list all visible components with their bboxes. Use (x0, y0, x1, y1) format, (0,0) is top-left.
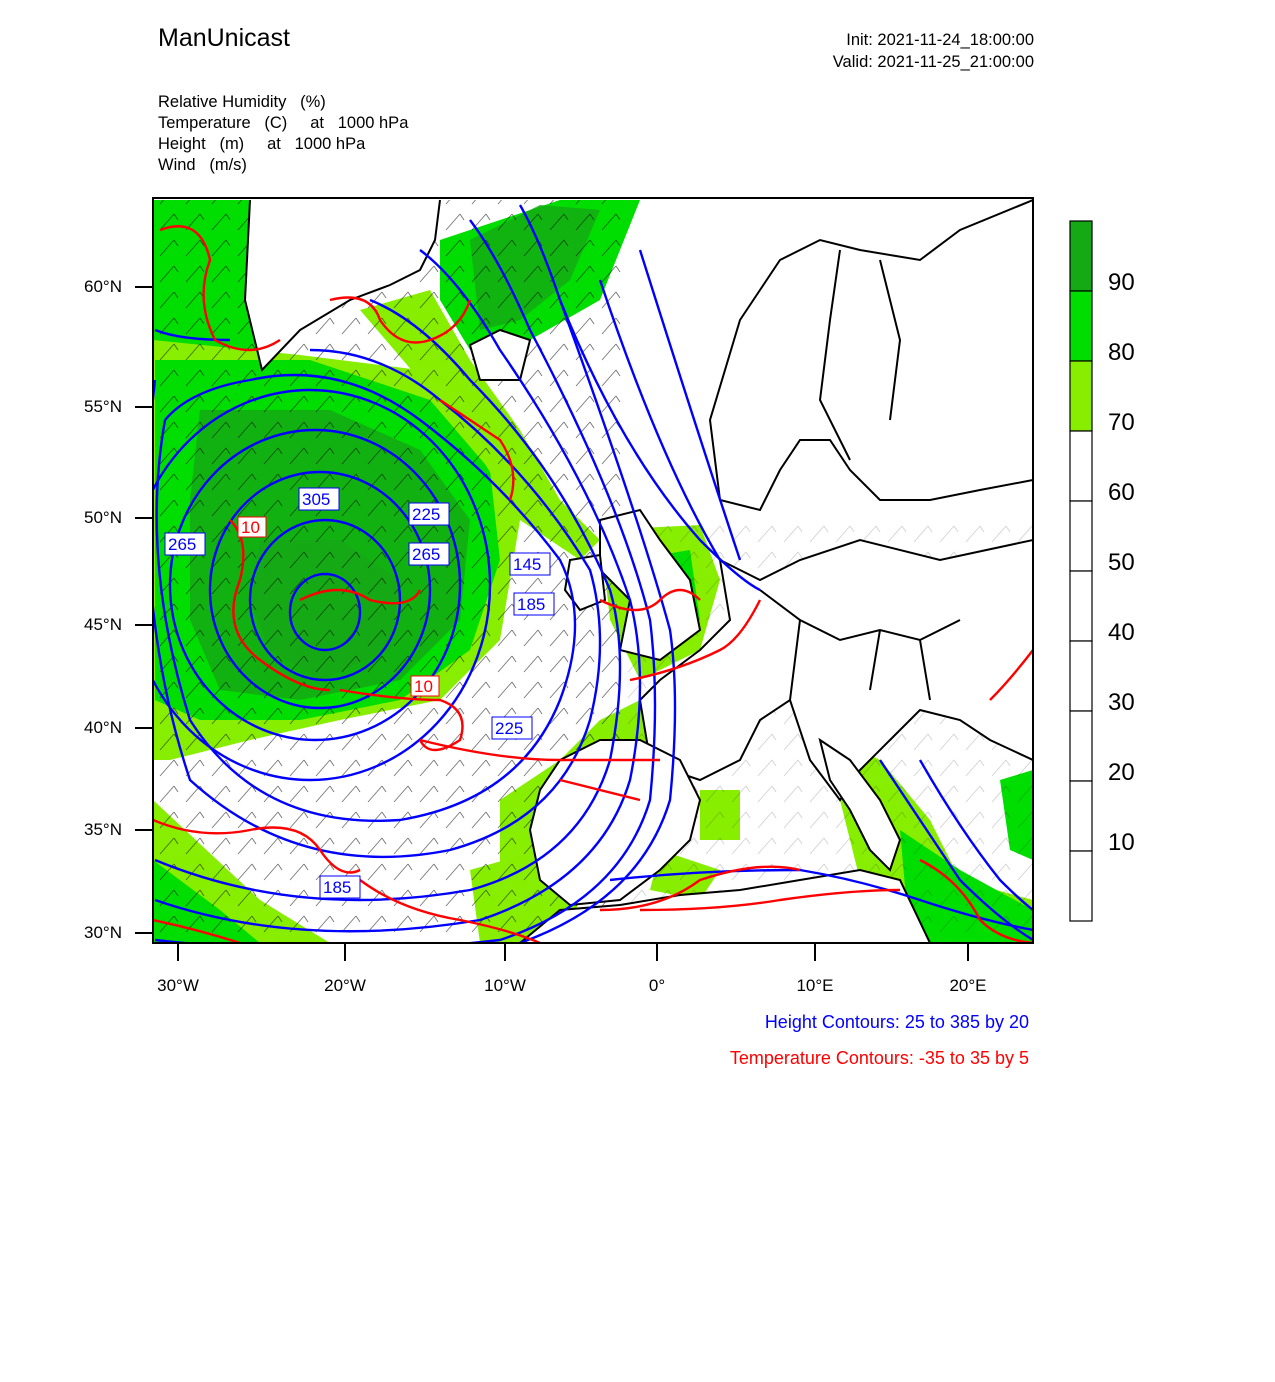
lat-label: 50°N (84, 508, 122, 527)
model-title: ManUnicast (158, 24, 290, 52)
lat-label: 30°N (84, 923, 122, 942)
height-label-text: 265 (412, 545, 441, 564)
colorbar-label: 90 (1108, 269, 1135, 296)
lat-label: 55°N (84, 397, 122, 416)
height-label-text: 185 (517, 595, 546, 614)
field-label-wind: Wind (m/s) (158, 156, 247, 174)
lat-label: 35°N (84, 820, 122, 839)
colorbar-label: 40 (1108, 619, 1135, 646)
lon-label: 10°W (484, 976, 526, 995)
temp-label-10-a (411, 676, 439, 696)
height-label-225-b (492, 717, 532, 739)
lon-label: 30°W (157, 976, 199, 995)
field-label-temperature: Temperature (C) at 1000 hPa (158, 114, 409, 132)
lon-label: 20°E (949, 976, 987, 995)
map-plot-area (130, 200, 1033, 950)
lon-label: 10°E (796, 976, 834, 995)
temp-label-10-b (238, 517, 266, 537)
colorbar-label: 80 (1108, 339, 1135, 366)
height-label-text: 225 (412, 505, 441, 524)
height-label-text: 225 (495, 719, 524, 738)
colorbar-label: 50 (1108, 549, 1135, 576)
height-label-225-a (409, 503, 449, 525)
temperature-contour-note: Temperature Contours: -35 to 35 by 5 (729, 1048, 1029, 1068)
temp-label-text: 10 (241, 518, 260, 537)
field-label-rh: Relative Humidity (%) (158, 93, 326, 111)
height-label-text: 305 (302, 490, 331, 509)
height-label-text: 185 (323, 878, 352, 897)
colorbar-label: 60 (1108, 479, 1135, 506)
height-label-text: 265 (168, 535, 197, 554)
colorbar-label: 70 (1108, 409, 1135, 436)
lon-label: 0° (648, 976, 666, 995)
colorbar (1070, 221, 1092, 921)
lat-label: 60°N (84, 277, 122, 296)
height-contour-note: Height Contours: 25 to 385 by 20 (764, 1012, 1029, 1032)
colorbar-label: 20 (1108, 759, 1135, 786)
height-label-145 (510, 553, 550, 575)
lon-label: 20°W (324, 976, 366, 995)
height-label-185-a (514, 593, 554, 615)
init-time: Init: 2021-11-24_18:00:00 (846, 31, 1034, 49)
temp-label-text: 10 (414, 677, 433, 696)
colorbar-label: 10 (1108, 829, 1135, 856)
colorbar-label: 30 (1108, 689, 1135, 716)
height-label-265-a (165, 533, 205, 555)
field-label-height: Height (m) at 1000 hPa (158, 135, 366, 153)
height-label-text: 145 (513, 555, 542, 574)
valid-time: Valid: 2021-11-25_21:00:00 (832, 53, 1034, 71)
height-label-265-b (409, 543, 449, 565)
lat-label: 40°N (84, 718, 122, 737)
height-label-305 (299, 488, 339, 510)
height-label-185-b (320, 876, 360, 898)
lat-label: 45°N (84, 615, 122, 634)
